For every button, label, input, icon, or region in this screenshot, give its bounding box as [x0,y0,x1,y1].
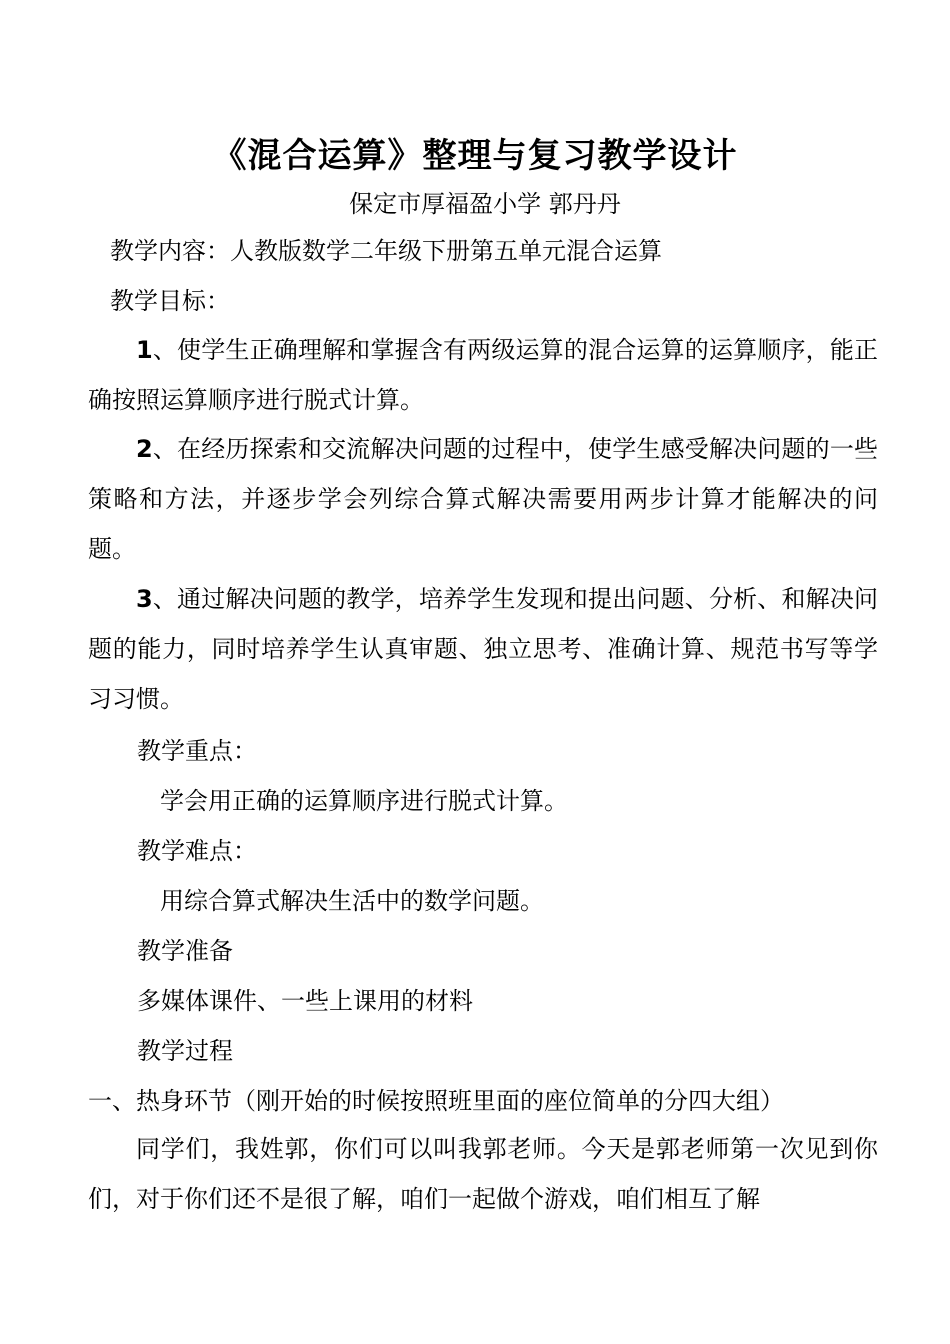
objective-text: 、在经历探索和交流解决问题的过程中，使学生感受解决问题的一些策略和方法，并逐步学会列综合算式解决需要用两步计算才能解决的问题。 [88,435,878,563]
objective-number: 1 [136,336,153,364]
objective-number: 2 [136,435,153,463]
objectives-heading: 教学目标： [110,287,230,315]
author-line: 保定市厚福盈小学 郭丹丹 [349,190,621,218]
objective-text: 、通过解决问题的教学，培养学生发现和提出问题、分析、和解决问题的能力，同时培养学生认真审题、独立思考、准确计算、规范书写等学习习惯。 [88,585,878,713]
document-title: 《混合运算》整理与复习教学设计 [212,136,738,176]
key-points-heading: 教学重点： [137,737,257,765]
key-points-text: 学会用正确的运算顺序进行脱式计算。 [160,787,568,815]
preparation-heading: 教学准备 [137,937,233,965]
teaching-content-line: 教学内容：人教版数学二年级下册第五单元混合运算 [110,237,662,265]
difficult-points-heading: 教学难点： [137,837,257,865]
objective-item-3 [88,574,878,724]
objective-item-2 [88,424,878,574]
section-1-heading: 一、热身环节（刚开始的时候按照班里面的座位简单的分四大组） [88,1087,784,1115]
section-1-text: 同学们，我姓郭，你们可以叫我郭老师。今天是郭老师第一次见到你们，对于你们还不是很了解，咱们一起做个游戏，咱们相互了解 [88,1135,878,1213]
process-heading: 教学过程 [137,1037,233,1065]
difficult-points-text: 用综合算式解决生活中的数学问题。 [160,887,544,915]
preparation-text: 多媒体课件、一些上课用的材料 [137,987,473,1015]
objective-number: 3 [136,585,153,613]
objective-item-1 [88,325,878,425]
objective-text: 、使学生正确理解和掌握含有两级运算的混合运算的运算顺序，能正确按照运算顺序进行脱式计算。 [88,336,878,414]
